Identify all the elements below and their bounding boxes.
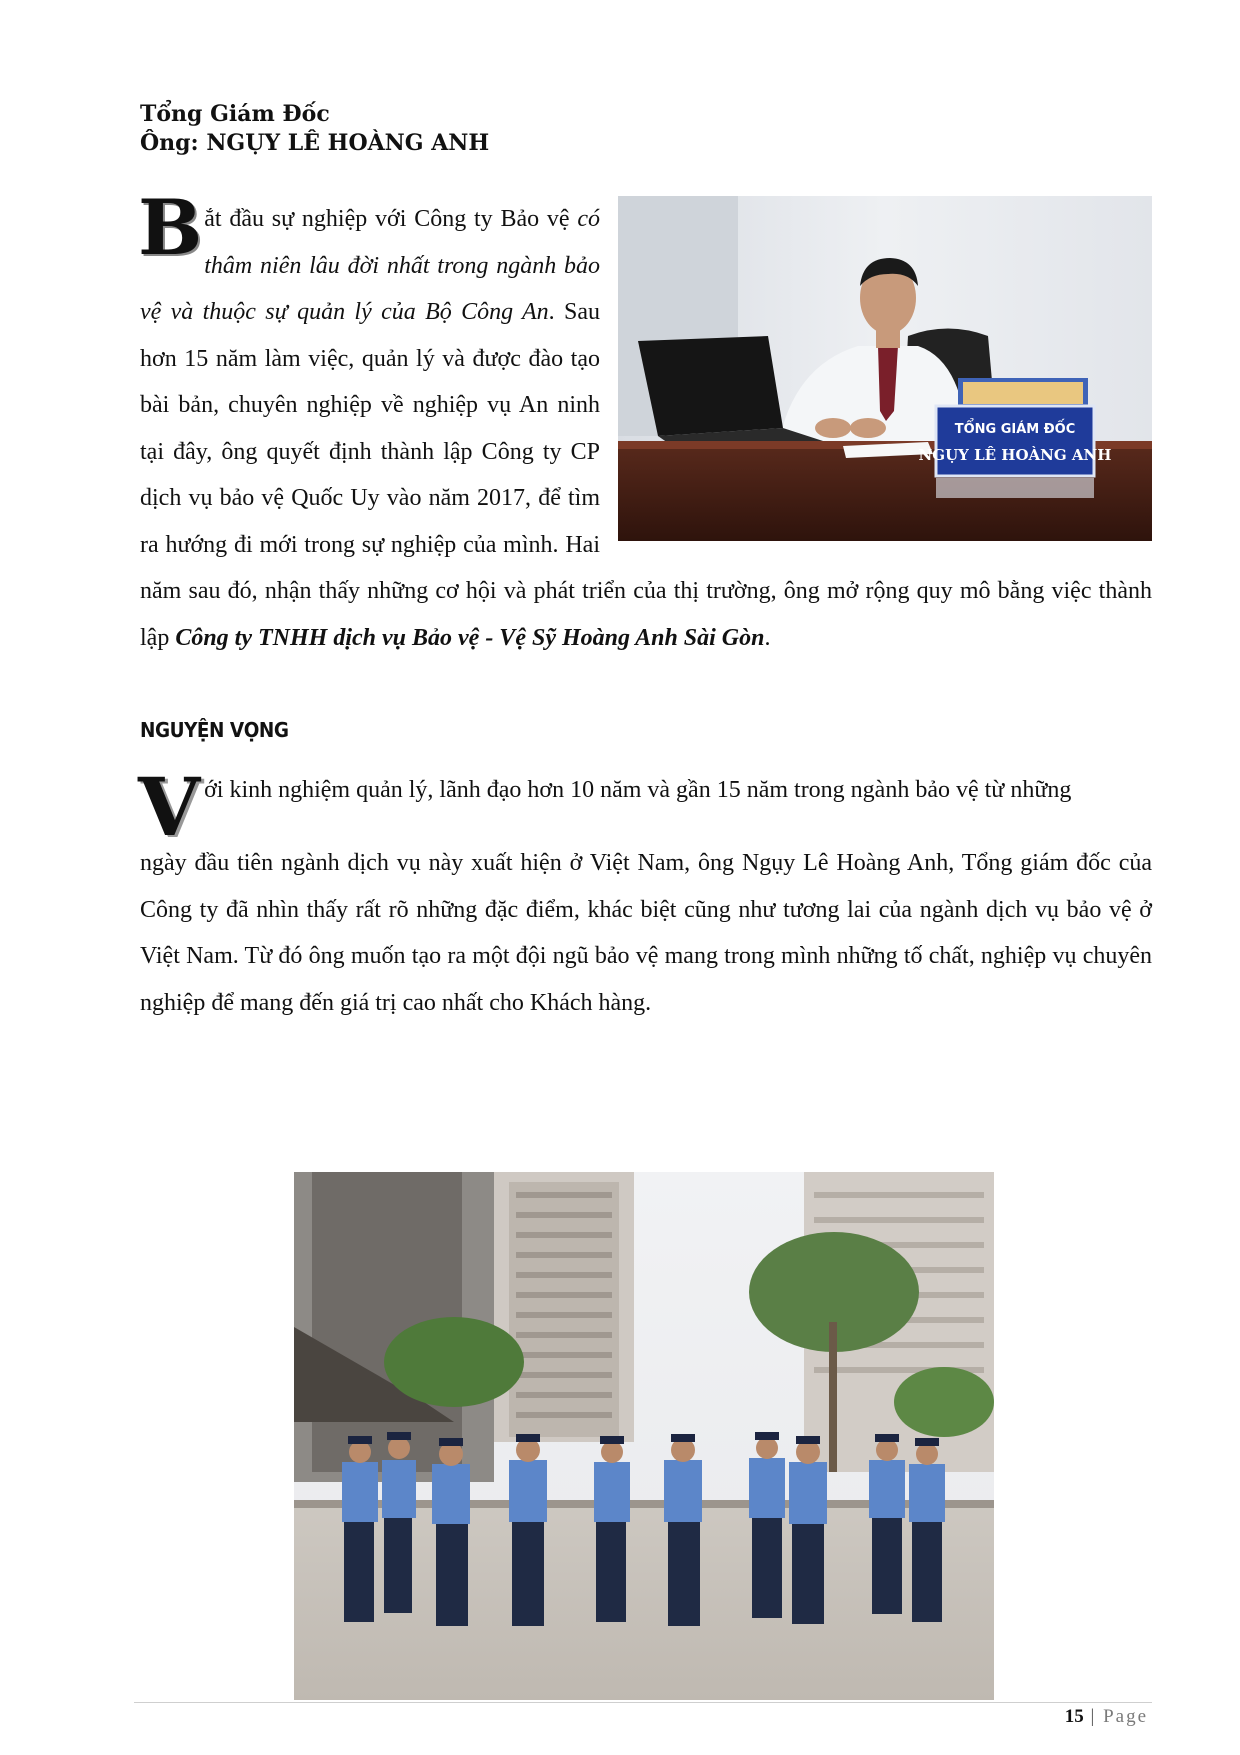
header-title: Tổng Giám Đốc	[140, 101, 330, 127]
plaque-title: TỔNG GIÁM ĐỐC	[954, 422, 1076, 437]
aspiration-dropcap: V	[138, 760, 201, 854]
page-number: 15	[1064, 1706, 1084, 1727]
aspiration-title: NGUYỆN VỌNG	[140, 718, 289, 742]
plaque-name: NGỤY LÊ HOÀNG ANH	[918, 446, 1112, 464]
bio-dropcap: B	[138, 183, 203, 272]
page-label: Page	[1103, 1706, 1148, 1727]
footer-separator: |	[1083, 1706, 1104, 1727]
bio-text-end: .	[764, 624, 771, 651]
footer-divider	[134, 1702, 1152, 1703]
company-name: Công ty TNHH dịch vụ Bảo vệ - Vệ Sỹ Hoàng Anh Sài Gòn	[175, 624, 765, 651]
header-name: Ông: NGỤY LÊ HOÀNG ANH	[140, 130, 490, 156]
ceo-photo	[618, 196, 1152, 541]
header	[140, 100, 489, 158]
aspiration-rest: ngày đầu tiên ngành dịch vụ này xuất hiện ở Việt Nam, ông Ngụy Lê Hoàng Anh, Tổng giám đốc của Công ty đã nhìn thấy rất rõ những đặc điểm, khác biệt cũng như tương lai của ngành dịch vụ bảo vệ ở Việt Nam. Từ đó ông muốn tạo ra một đội ngũ bảo vệ mang trong mình những tố chất, nghiệp vụ chuyên nghiệp để mang đến giá trị cao nhất cho Khách hàng.	[140, 850, 1152, 1016]
bio-text-2: . Sau hơn 15 năm làm việc, quản lý và được đào tạo bài bản, chuyên nghiệp về nghiệp vụ An ninh tại đây, ông quyết định thành lập Công ty CP dịch vụ bảo vệ Quốc Uy vào năm 2017, để tìm ra hướng đi mới trong sự nghiệp của mình. Hai năm sau đó, nhận thấy những cơ hội và phát triển của thị trường, ông mở rộng quy mô bằng việc thành lập	[140, 299, 1152, 651]
bio-paragraph	[138, 183, 1152, 661]
bio-italic-text: có thâm niên lâu đời nhất trong ngành bảo vệ và thuộc sự quản lý của Bộ Công An	[140, 206, 600, 325]
aspiration-paragraph	[138, 760, 1152, 1026]
aspiration-first-line: ới kinh nghiệm quản lý, lãnh đạo hơn 10 năm và gần 15 năm trong ngành bảo vệ từ những	[204, 777, 1072, 803]
security-team-photo	[294, 1172, 994, 1700]
aspiration-first-block	[138, 760, 1152, 854]
bio-text-1: ắt đầu sự nghiệp với Công ty Bảo vệ	[204, 206, 578, 232]
page-footer	[1065, 1706, 1148, 1728]
